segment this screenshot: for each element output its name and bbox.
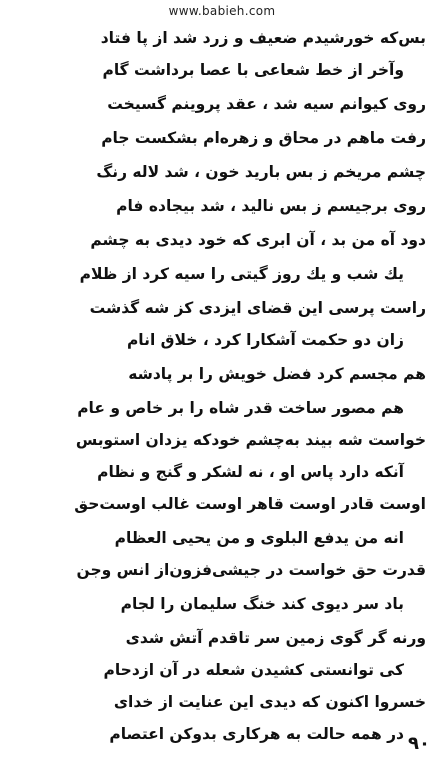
verse-line: خواست شه بیند به‌چشم خودکه یزدان استوبس [75,431,426,449]
verse-line: دود آه من بد ، آن ابری که خود دیدی به چشم [90,231,426,249]
verse-line: آنکه دارد پاس او ، نه لشکر و گنج و نظام [97,463,404,481]
verse-line: در همه حالت به هرکاری بدوکن اعتصام [109,725,404,743]
verse-line: وآخر از خط شعاعی با عصا برداشت گام [102,61,404,79]
verse-line: یك شب و یك روز گیتی را سیه کرد از ظلام [79,265,404,283]
site-url: www.babieh.com [168,4,276,18]
verse-line: بس‌که خورشیدم ضعیف و زرد شد از پا فتاد [100,29,426,47]
verse-line: اوست قادر اوست قاهر اوست غالب اوست‌حق [74,495,426,513]
verse-line: روی کیوانم سیه شد ، عقد پروینم گسیخت [107,95,426,113]
verse-line: انه من یدفع البلوی و من یحیی العظام [114,529,404,547]
verse-line: قدرت حق خواست در جیشی‌فزون‌از انس وجن [76,561,426,579]
verse-line: چشم مریخم ز بس بارید خون ، شد لاله رنگ [96,163,426,181]
verse-line: راست پرسی این قضای ایزدی کز شه گذشت [89,299,426,317]
verse-line: هم مجسم کرد فضل خویش را بر پادشه [128,365,426,383]
verse-line: زان دو حکمت آشکارا کرد ، خلاق انام [126,331,404,349]
verse-line: هم مصور ساخت قدر شاه را بر خاص و عام [77,399,404,417]
page-number: ۹۰ [408,733,430,754]
verse-line: خسروا اکنون که دیدی این عنایت از خدای [113,693,426,711]
verse-line: روی برجیسم ز بس نالید ، شد بیجاده فام [116,197,426,215]
verse-line: باد سر دیوی کند خنگ سلیمان را لجام [120,595,404,613]
verse-line: رفت ماهم در محاق و زهره‌ام بشکست جام [101,129,426,147]
verse-line: ورنه گر گوی زمین سر تاقدم آتش شدی [125,629,426,647]
verse-line: کی توانستی کشیدن شعله در آن ازدحام [103,661,404,679]
